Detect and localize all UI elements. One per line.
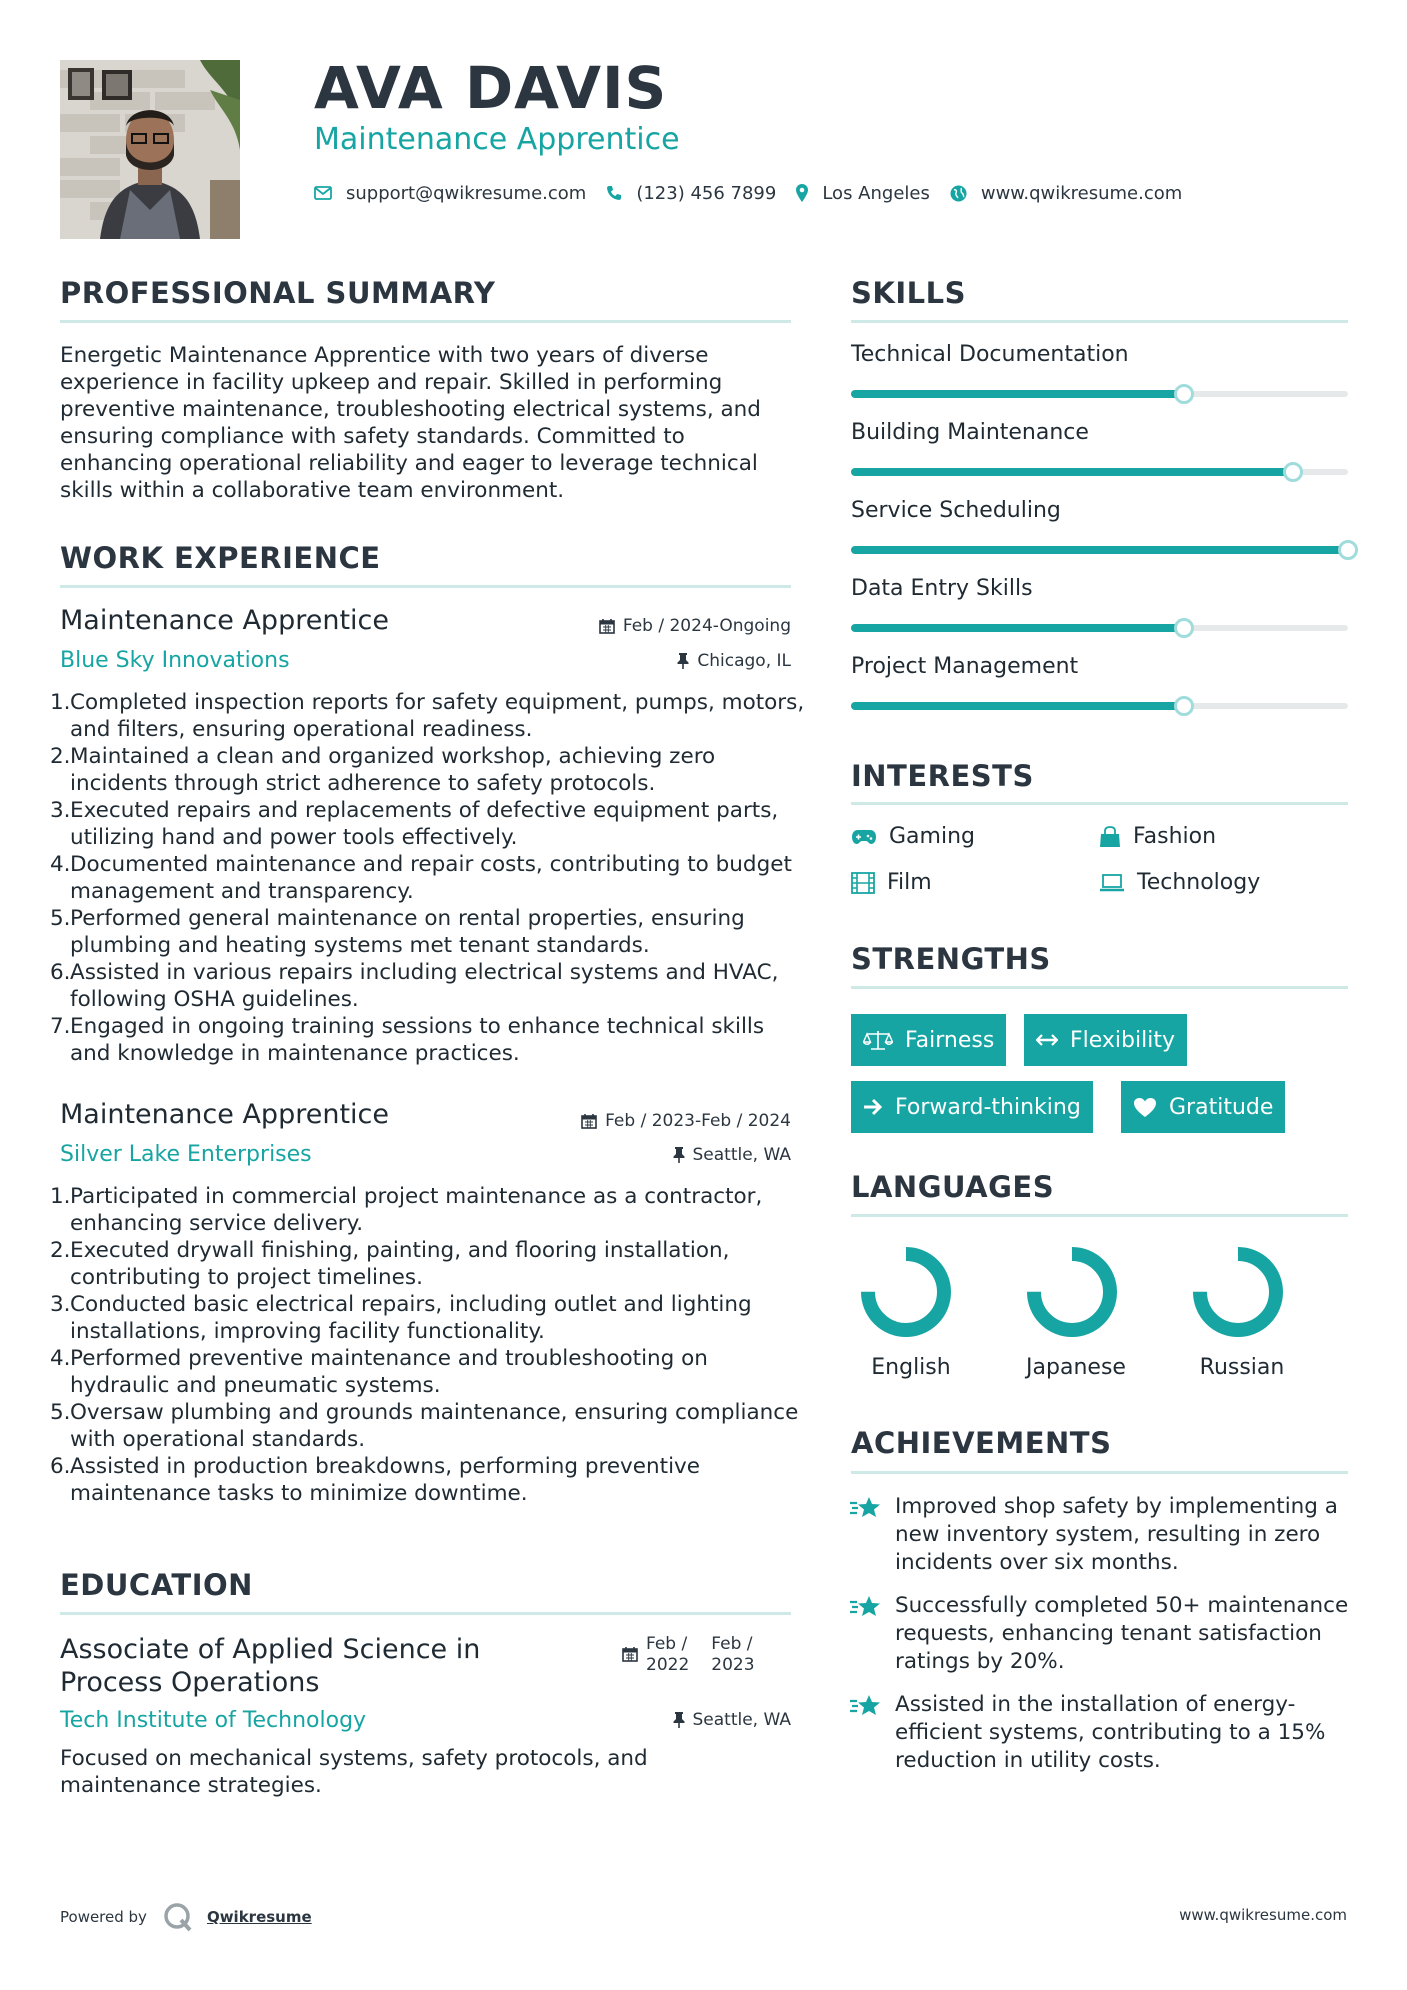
degree-title [60, 1633, 480, 1699]
list-item: 6. Assisted in various repairs including electrical systems and HVAC, following OSHA guidelines. [50, 960, 779, 1012]
strength-label: Gratitude [1169, 1094, 1274, 1120]
language-ring [1188, 1242, 1288, 1342]
contact-email[interactable] [314, 183, 586, 204]
powered-by-text: Powered by [60, 1908, 147, 1926]
skill-label: Project Management [851, 654, 1079, 679]
degree-line-2: Process Operations [60, 1667, 320, 1698]
arrows-horizontal-icon [1036, 1034, 1058, 1046]
achievement-item [849, 1592, 1349, 1676]
achievement-text: Assisted in the installation of energy-efficient systems, contributing to a 15% reduction in utility costs. [895, 1692, 1326, 1773]
education-description: Focused on mechanical systems, safety protocols, and maintenance strategies. [60, 1746, 648, 1798]
job-location-text: Chicago, IL [697, 651, 791, 671]
language-ring [856, 1242, 956, 1342]
map-pin-icon [796, 184, 808, 202]
skill-bar-fill [851, 390, 1184, 398]
film-icon [851, 872, 875, 894]
location-text: Los Angeles [822, 182, 930, 204]
language-label: Russian [1199, 1355, 1285, 1380]
brand-link[interactable]: Qwikresume [206, 1908, 312, 1926]
education-rule [60, 1612, 791, 1615]
languages-rule [851, 1214, 1348, 1217]
arrow-right-icon [863, 1098, 883, 1116]
skill-bar-knob [1174, 696, 1194, 716]
skill-label: Service Scheduling [851, 498, 1061, 523]
list-item: 4. Performed preventive maintenance and troubleshooting on hydraulic and pneumatic systems. [50, 1346, 708, 1398]
language-ring-svg [856, 1242, 956, 1342]
heart-icon [1133, 1097, 1157, 1118]
interest-technology [1099, 870, 1260, 895]
star-award-icon [849, 1693, 883, 1719]
job-duties-list [52, 1183, 810, 1507]
contact-phone[interactable] [606, 183, 776, 204]
achievements-rule [851, 1471, 1348, 1474]
strengths-heading: STRENGTHS [851, 942, 1051, 976]
job-title: Maintenance Apprentice [60, 605, 389, 636]
list-item: 7. Engaged in ongoing training sessions to enhance technical skills and knowledge in maintenance practices. [50, 1014, 765, 1066]
calendar-icon [581, 1113, 597, 1129]
star-award-icon [849, 1594, 883, 1620]
profile-photo [60, 60, 240, 239]
strength-badge [1121, 1081, 1285, 1133]
education-dates [622, 1634, 755, 1676]
list-item: 4. Documented maintenance and repair costs, contributing to budget management and transparency. [50, 852, 792, 904]
skill-bar [851, 703, 1348, 709]
interest-fashion [1099, 824, 1216, 849]
skill-bar [851, 625, 1348, 631]
languages-heading: LANGUAGES [851, 1170, 1055, 1204]
summary-rule [60, 320, 791, 323]
language-ring [1022, 1242, 1122, 1342]
candidate-title: Maintenance Apprentice [314, 122, 680, 157]
skill-label: Data Entry Skills [851, 576, 1033, 601]
skill-bar-fill [851, 468, 1293, 476]
education-end: Feb / 2023 [711, 1634, 755, 1675]
contact-website[interactable] [950, 183, 1182, 204]
skill-bar [851, 469, 1348, 475]
list-item: 5. Performed general maintenance on rental properties, ensuring plumbing and heating systems met tenant standards. [50, 906, 745, 958]
qwikresume-logo-icon [163, 1902, 193, 1932]
laptop-icon [1099, 874, 1125, 892]
strength-label: Flexibility [1070, 1027, 1175, 1053]
calendar-icon [622, 1646, 638, 1662]
job-duties-list [52, 689, 810, 1067]
education-location-text: Seattle, WA [692, 1710, 791, 1730]
job-dates [599, 616, 791, 636]
contact-location [796, 183, 930, 204]
website-text: www.qwikresume.com [980, 182, 1183, 204]
experience-heading: WORK EXPERIENCE [60, 541, 381, 575]
list-item: 5. Oversaw plumbing and grounds maintenance, ensuring compliance with operational standards. [50, 1400, 799, 1452]
job-location [673, 1145, 792, 1165]
skill-bar-knob [1338, 540, 1358, 560]
star-award-icon [849, 1495, 883, 1521]
skill-bar-knob [1283, 462, 1303, 482]
language-label: English [871, 1355, 951, 1380]
education-heading: EDUCATION [60, 1568, 253, 1602]
pushpin-icon [673, 1147, 685, 1163]
strength-badge [1024, 1014, 1187, 1066]
skill-label: Building Maintenance [851, 420, 1089, 445]
strength-badge [851, 1081, 1093, 1133]
strength-badge [851, 1014, 1006, 1066]
envelope-icon [314, 186, 332, 200]
phone-icon [606, 185, 622, 201]
job-location [677, 651, 791, 671]
footer-website[interactable]: www.qwikresume.com [1179, 1906, 1347, 1924]
experience-rule [60, 585, 791, 588]
achievements-heading: ACHIEVEMENTS [851, 1426, 1112, 1460]
list-item: 2. Maintained a clean and organized workshop, achieving zero incidents through strict adherence to safety protocols. [50, 744, 716, 796]
balance-scale-icon [863, 1029, 893, 1051]
contact-bar [314, 178, 1202, 208]
skill-bar-fill [851, 546, 1348, 554]
pushpin-icon [673, 1712, 685, 1728]
list-item: 1. Completed inspection reports for safety equipment, pumps, motors, and filters, ensuring operational readiness. [50, 690, 805, 742]
job-location-text: Seattle, WA [692, 1145, 791, 1165]
degree-line-1: Associate of Applied Science in [60, 1634, 481, 1665]
gamepad-icon [851, 829, 877, 845]
job-dates-text: Feb / 2024-Ongoing [622, 616, 791, 636]
interest-label: Film [887, 870, 932, 895]
skill-bar-fill [851, 702, 1184, 710]
footer-powered-by [60, 1902, 312, 1932]
language-ring-svg [1022, 1242, 1122, 1342]
education-location [673, 1710, 792, 1730]
skill-bar [851, 547, 1348, 553]
job-title: Maintenance Apprentice [60, 1099, 389, 1130]
strength-label: Fairness [905, 1027, 995, 1053]
list-item: 2. Executed drywall finishing, painting, and flooring installation, contributing to project timelines. [50, 1238, 730, 1290]
skill-bar-fill [851, 624, 1184, 632]
skill-bar [851, 391, 1348, 397]
list-item: 3. Conducted basic electrical repairs, including outlet and lighting installations, improving facility functionality. [50, 1292, 752, 1344]
skill-label: Technical Documentation [851, 342, 1129, 367]
achievement-text: Improved shop safety by implementing a new inventory system, resulting in zero incidents over six months. [895, 1494, 1338, 1575]
job-dates-text: Feb / 2023-Feb / 2024 [605, 1111, 791, 1131]
skill-bar-knob [1174, 618, 1194, 638]
interests-heading: INTERESTS [851, 759, 1034, 793]
strength-label: Forward-thinking [895, 1094, 1081, 1120]
list-item: 3. Executed repairs and replacements of defective equipment parts, utilizing hand and power tools effectively. [50, 798, 779, 850]
education-start: Feb / 2022 [646, 1634, 690, 1675]
email-text: support@qwikresume.com [346, 182, 587, 204]
interest-label: Technology [1137, 870, 1261, 895]
list-item: 6. Assisted in production breakdowns, performing preventive maintenance tasks to minimize downtime. [50, 1454, 700, 1506]
pushpin-icon [677, 653, 689, 669]
skills-rule [851, 320, 1348, 323]
achievement-item [849, 1691, 1349, 1775]
strengths-rule [851, 986, 1348, 989]
achievement-item [849, 1493, 1349, 1577]
candidate-name: AVA DAVIS [314, 54, 668, 122]
language-label: Japanese [1026, 1355, 1126, 1380]
interest-gaming [851, 824, 975, 849]
globe-icon [950, 185, 967, 202]
list-item: 1. Participated in commercial project maintenance as a contractor, enhancing service delivery. [50, 1184, 763, 1236]
language-ring-svg [1188, 1242, 1288, 1342]
interest-label: Gaming [889, 824, 975, 849]
interests-rule [851, 802, 1348, 805]
phone-text: (123) 456 7899 [636, 182, 777, 204]
interest-film [851, 870, 932, 895]
job-company: Silver Lake Enterprises [60, 1142, 312, 1167]
school-name: Tech Institute of Technology [60, 1708, 367, 1733]
achievement-text: Successfully completed 50+ maintenance requests, enhancing tenant satisfaction ratings by 20%. [895, 1593, 1349, 1674]
shopping-bag-icon [1099, 826, 1121, 848]
summary-heading: PROFESSIONAL SUMMARY [60, 276, 496, 310]
interest-label: Fashion [1133, 824, 1217, 849]
summary-text: Energetic Maintenance Apprentice with two years of diverse experience in facility upkeep and repair. Skilled in performing preventive maintenance, troubleshooting electrical systems, and ensuring compliance with safety standards. Committed to enhancing operational reliability and eager to leverage technical skills within a collaborative team environment. [60, 343, 761, 503]
job-dates [581, 1111, 791, 1131]
skills-heading: SKILLS [851, 276, 966, 310]
skill-bar-knob [1174, 384, 1194, 404]
calendar-icon [599, 618, 615, 634]
job-company: Blue Sky Innovations [60, 648, 290, 673]
